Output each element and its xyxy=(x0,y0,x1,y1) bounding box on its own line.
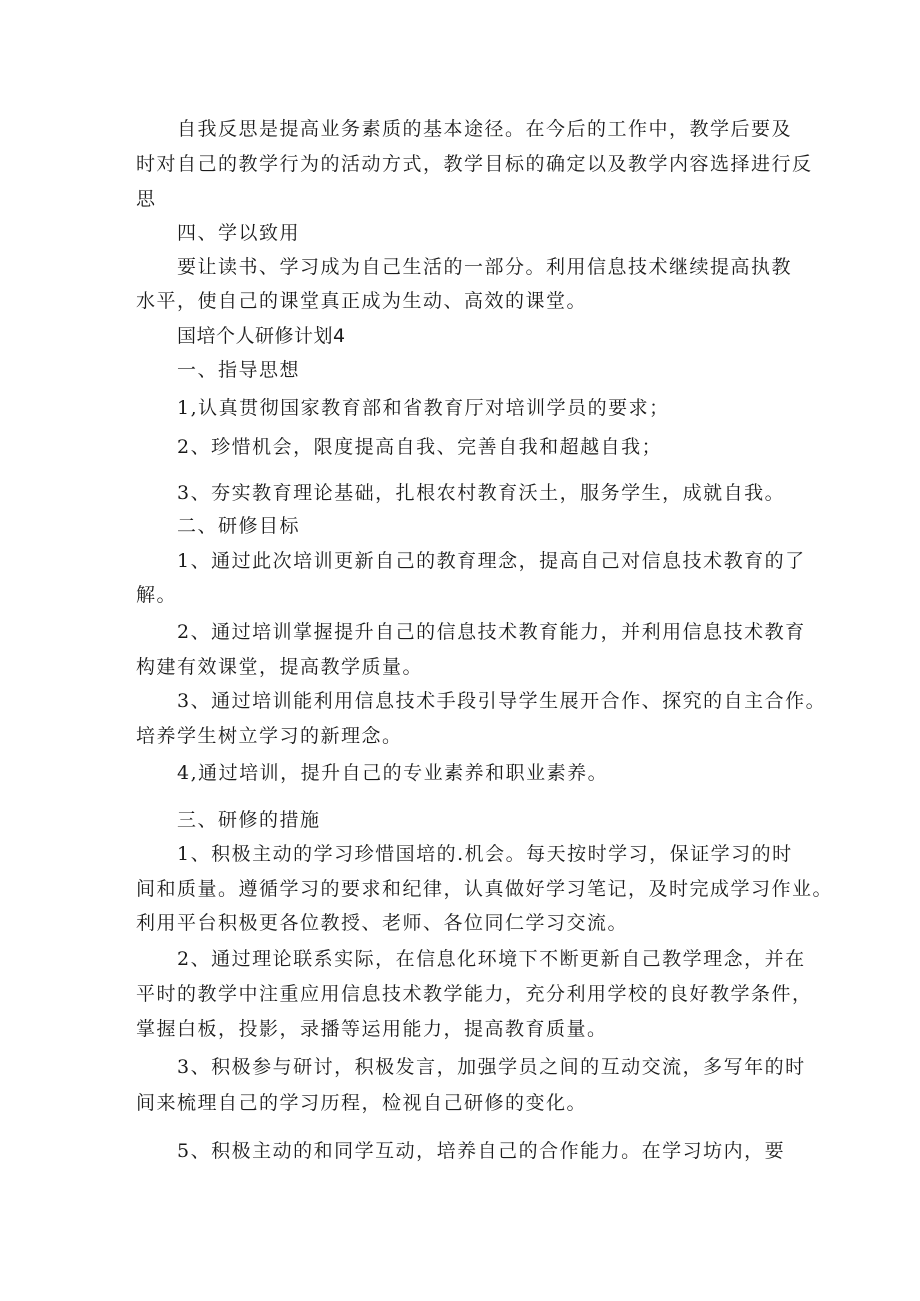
paragraph-line: 时对自己的教学行为的活动方式，教学目标的确定以及教学内容选择进行反 xyxy=(136,153,813,175)
paragraph-line: 要让读书、学习成为自己生活的一部分。利用信息技术继续提高执教 xyxy=(177,256,793,278)
list-item: 3、夯实教育理论基础，扎根农村教育沃土，服务学生，成就自我。 xyxy=(177,482,786,504)
paragraph-line: 思 xyxy=(136,188,157,210)
list-item: 1,认真贯彻国家教育部和省教育厅对培训学员的要求； xyxy=(177,397,670,419)
list-item-continuation: 利用平台积极更各位教授、老师、各位同仁学习交流。 xyxy=(136,912,629,934)
document-title: 国培个人研修计划4 xyxy=(177,325,346,347)
list-item-continuation: 间和质量。遵循学习的要求和纪律，认真做好学习笔记，及时完成学习作业。 xyxy=(136,878,834,900)
list-item: 5、积极主动的和同学互动，培养自己的合作能力。在学习坊内，要 xyxy=(177,1140,786,1162)
list-item: 2、通过理论联系实际，在信息化环境下不断更新自己教学理念，并在 xyxy=(177,948,806,970)
paragraph-line: 自我反思是提高业务素质的基本途径。在今后的工作中，教学后要及 xyxy=(177,118,793,140)
list-item-continuation: 间来梳理自己的学习历程，检视自己研修的变化。 xyxy=(136,1092,588,1114)
section-heading: 一、指导思想 xyxy=(177,359,301,381)
list-item: 4,通过培训，提升自己的专业素养和职业素养。 xyxy=(177,762,609,784)
list-item-continuation: 培养学生树立学习的新理念。 xyxy=(136,725,403,747)
list-item-continuation: 解。 xyxy=(136,584,178,606)
list-item-continuation: 平时的教学中注重应用信息技术教学能力，充分利用学校的良好教学条件， xyxy=(136,983,813,1005)
list-item-continuation: 构建有效课堂，提高教学质量。 xyxy=(136,656,424,678)
list-item: 3、积极参与研讨，积极发言，加强学员之间的互动交流，多写年的时 xyxy=(177,1056,806,1078)
section-heading: 三、研修的措施 xyxy=(177,809,321,831)
list-item: 2、通过培训掌握提升自己的信息技术教育能力，并利用信息技术教育 xyxy=(177,621,806,643)
list-item: 1、积极主动的学习珍惜国培的.机会。每天按时学习，保证学习的时 xyxy=(177,843,793,865)
section-heading: 二、研修目标 xyxy=(177,515,301,537)
list-item: 1、通过此次培训更新自己的教育理念，提高自己对信息技术教育的了 xyxy=(177,550,806,572)
section-heading: 四、学以致用 xyxy=(177,222,301,244)
list-item: 3、通过培训能利用信息技术手段引导学生展开合作、探究的自主合作。 xyxy=(177,690,827,712)
list-item-continuation: 掌握白板，投影，录播等运用能力，提高教育质量。 xyxy=(136,1018,608,1040)
paragraph-line: 水平，使自己的课堂真正成为生动、高效的课堂。 xyxy=(136,290,588,312)
list-item: 2、珍惜机会，限度提高自我、完善自我和超越自我； xyxy=(177,436,663,458)
